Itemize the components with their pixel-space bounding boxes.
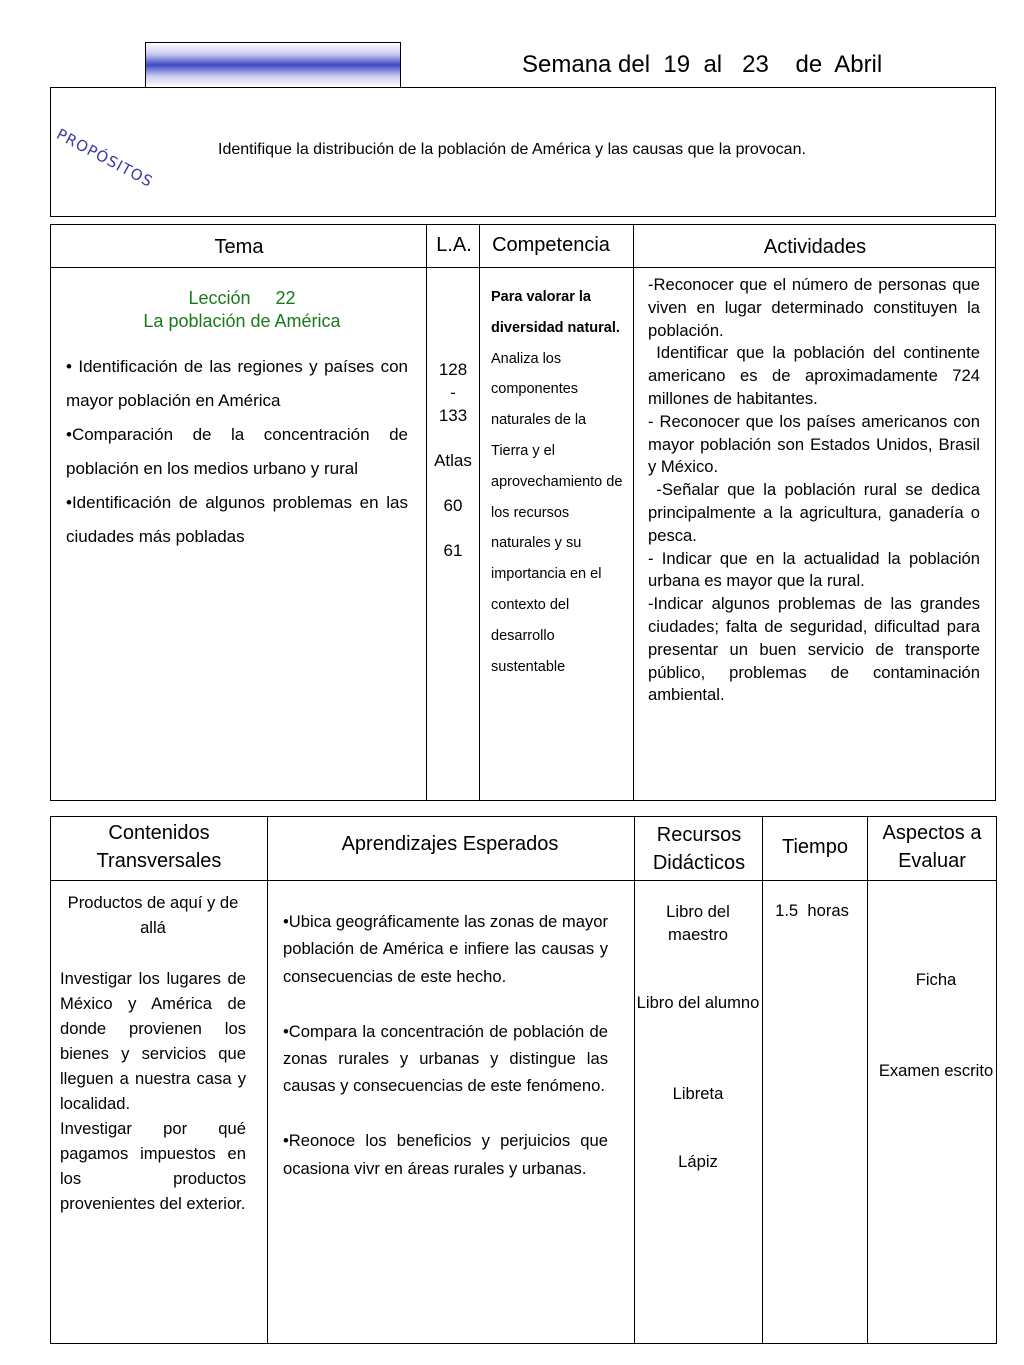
competencia-text xyxy=(491,282,627,682)
atlas-page: 60 xyxy=(443,496,463,515)
plan-table-header-divider xyxy=(50,267,996,268)
aprendizajes-list xyxy=(283,908,608,1209)
recursos-header: Recursos Didácticos xyxy=(652,824,746,874)
actividades-header: Actividades xyxy=(763,236,867,258)
aprendizajes-header: Aprendizajes Esperados xyxy=(341,833,559,855)
tiempo-header: Tiempo xyxy=(782,836,848,858)
page-start: 128 xyxy=(438,360,468,379)
list-item: •Identificación de algunos problemas en las ciudades más pobladas xyxy=(66,493,408,546)
tema-list xyxy=(66,350,408,554)
list-item: •Compara la concentración de población de zonas rurales y urbanas y distingue las causas y consecuencias de este fenómeno. xyxy=(283,1021,608,1096)
contenidos-paragraph: Investigar los lugares de México y América de donde provienen los bienes y servicios que lleguen a nuestra casa y localidad. xyxy=(60,969,246,1113)
contenidos-paragraph: Investigar por qué pagamos impuestos en los productos provenientes del exterior. xyxy=(60,1119,246,1213)
eval-table-header-divider xyxy=(50,880,997,881)
competencia-description: Analiza los componentes naturales de la Tierra y el aprovechamiento de los recursos naturales y su importancia en el contexto del desarrollo sustentable xyxy=(491,350,623,675)
page-dash: - xyxy=(450,383,456,402)
contenidos-text xyxy=(60,966,246,1216)
eval-table-col-divider xyxy=(762,816,763,1344)
eval-table-col-divider xyxy=(867,816,868,1344)
eval-table-col-divider xyxy=(634,816,635,1344)
list-item: -Señalar que la población rural se dedica principalmente a la agricultura, ganadería o pesca. xyxy=(648,480,985,545)
tema-header: Tema xyxy=(214,236,264,258)
aspecto-item: Examen escrito xyxy=(878,1061,994,1080)
eval-table-col-divider xyxy=(267,816,268,1344)
competencia-title: Para valorar la diversidad natural. xyxy=(491,289,620,336)
tiempo-value: 1.5 horas xyxy=(775,901,849,920)
la-header: L.A. xyxy=(436,234,472,256)
list-item: • Identificación de las regiones y países con mayor población en América xyxy=(66,357,408,410)
list-item: - Reconocer que los países americanos con mayor población son Estados Unidos, Brasil y México. xyxy=(648,411,980,477)
list-item: -Reconocer que el número de personas que viven en lugar determinado constituyen la población. xyxy=(648,275,980,340)
lesson-name: La población de América xyxy=(143,311,341,331)
competencia-header: Competencia xyxy=(492,234,610,256)
atlas-page: 61 xyxy=(443,541,463,560)
list-item: •Ubica geográficamente las zonas de mayor población de América e infiere las causas y consecuencias de este hecho. xyxy=(283,912,608,986)
lesson-number: Lección 22 xyxy=(188,288,296,308)
contenidos-header: Contenidos Transversales xyxy=(96,822,222,872)
list-item: -Indicar algunos problemas de las grandes ciudades; falta de seguridad, dificultad para presentar un buen servicio de transporte público, problemas de contaminación ambiental. xyxy=(648,594,980,705)
recurso-item: Libreta xyxy=(672,1084,724,1103)
week-title: Semana del 19 al 23 de Abril xyxy=(522,51,883,78)
purpose-label: PROPÓSITOS xyxy=(53,125,157,191)
aspectos-header: Aspectos a Evaluar xyxy=(882,822,982,872)
plan-table-col-divider xyxy=(633,224,634,801)
header-banner xyxy=(145,42,401,88)
recurso-item: Libro del maestro xyxy=(666,902,730,944)
recurso-item: Lápiz xyxy=(678,1152,718,1171)
plan-table-col-divider xyxy=(479,224,480,801)
list-item: •Comparación de la concentración de población en los medios urbano y rural xyxy=(66,425,408,478)
aspecto-item: Ficha xyxy=(915,970,957,989)
purpose-text: Identifique la distribución de la población de América y las causas que la provocan. xyxy=(218,141,806,158)
lesson-title xyxy=(52,287,432,333)
atlas-label: Atlas xyxy=(434,451,472,470)
recurso-item: Libro del alumno xyxy=(636,993,760,1012)
la-pages xyxy=(428,358,478,562)
actividades-list xyxy=(648,274,985,707)
list-item: •Reonoce los beneficios y perjuicios que ocasiona vivr en áreas rurales y urbanas. xyxy=(283,1131,608,1178)
contenidos-title: Productos de aquí y de allá xyxy=(67,893,239,937)
page-end: 133 xyxy=(438,406,468,425)
list-item: - Indicar que en la actualidad la población urbana es mayor que la rural. xyxy=(648,548,980,591)
list-item: Identificar que la población del continente americano es de aproximadamente 724 millones de habitantes. xyxy=(648,343,985,408)
